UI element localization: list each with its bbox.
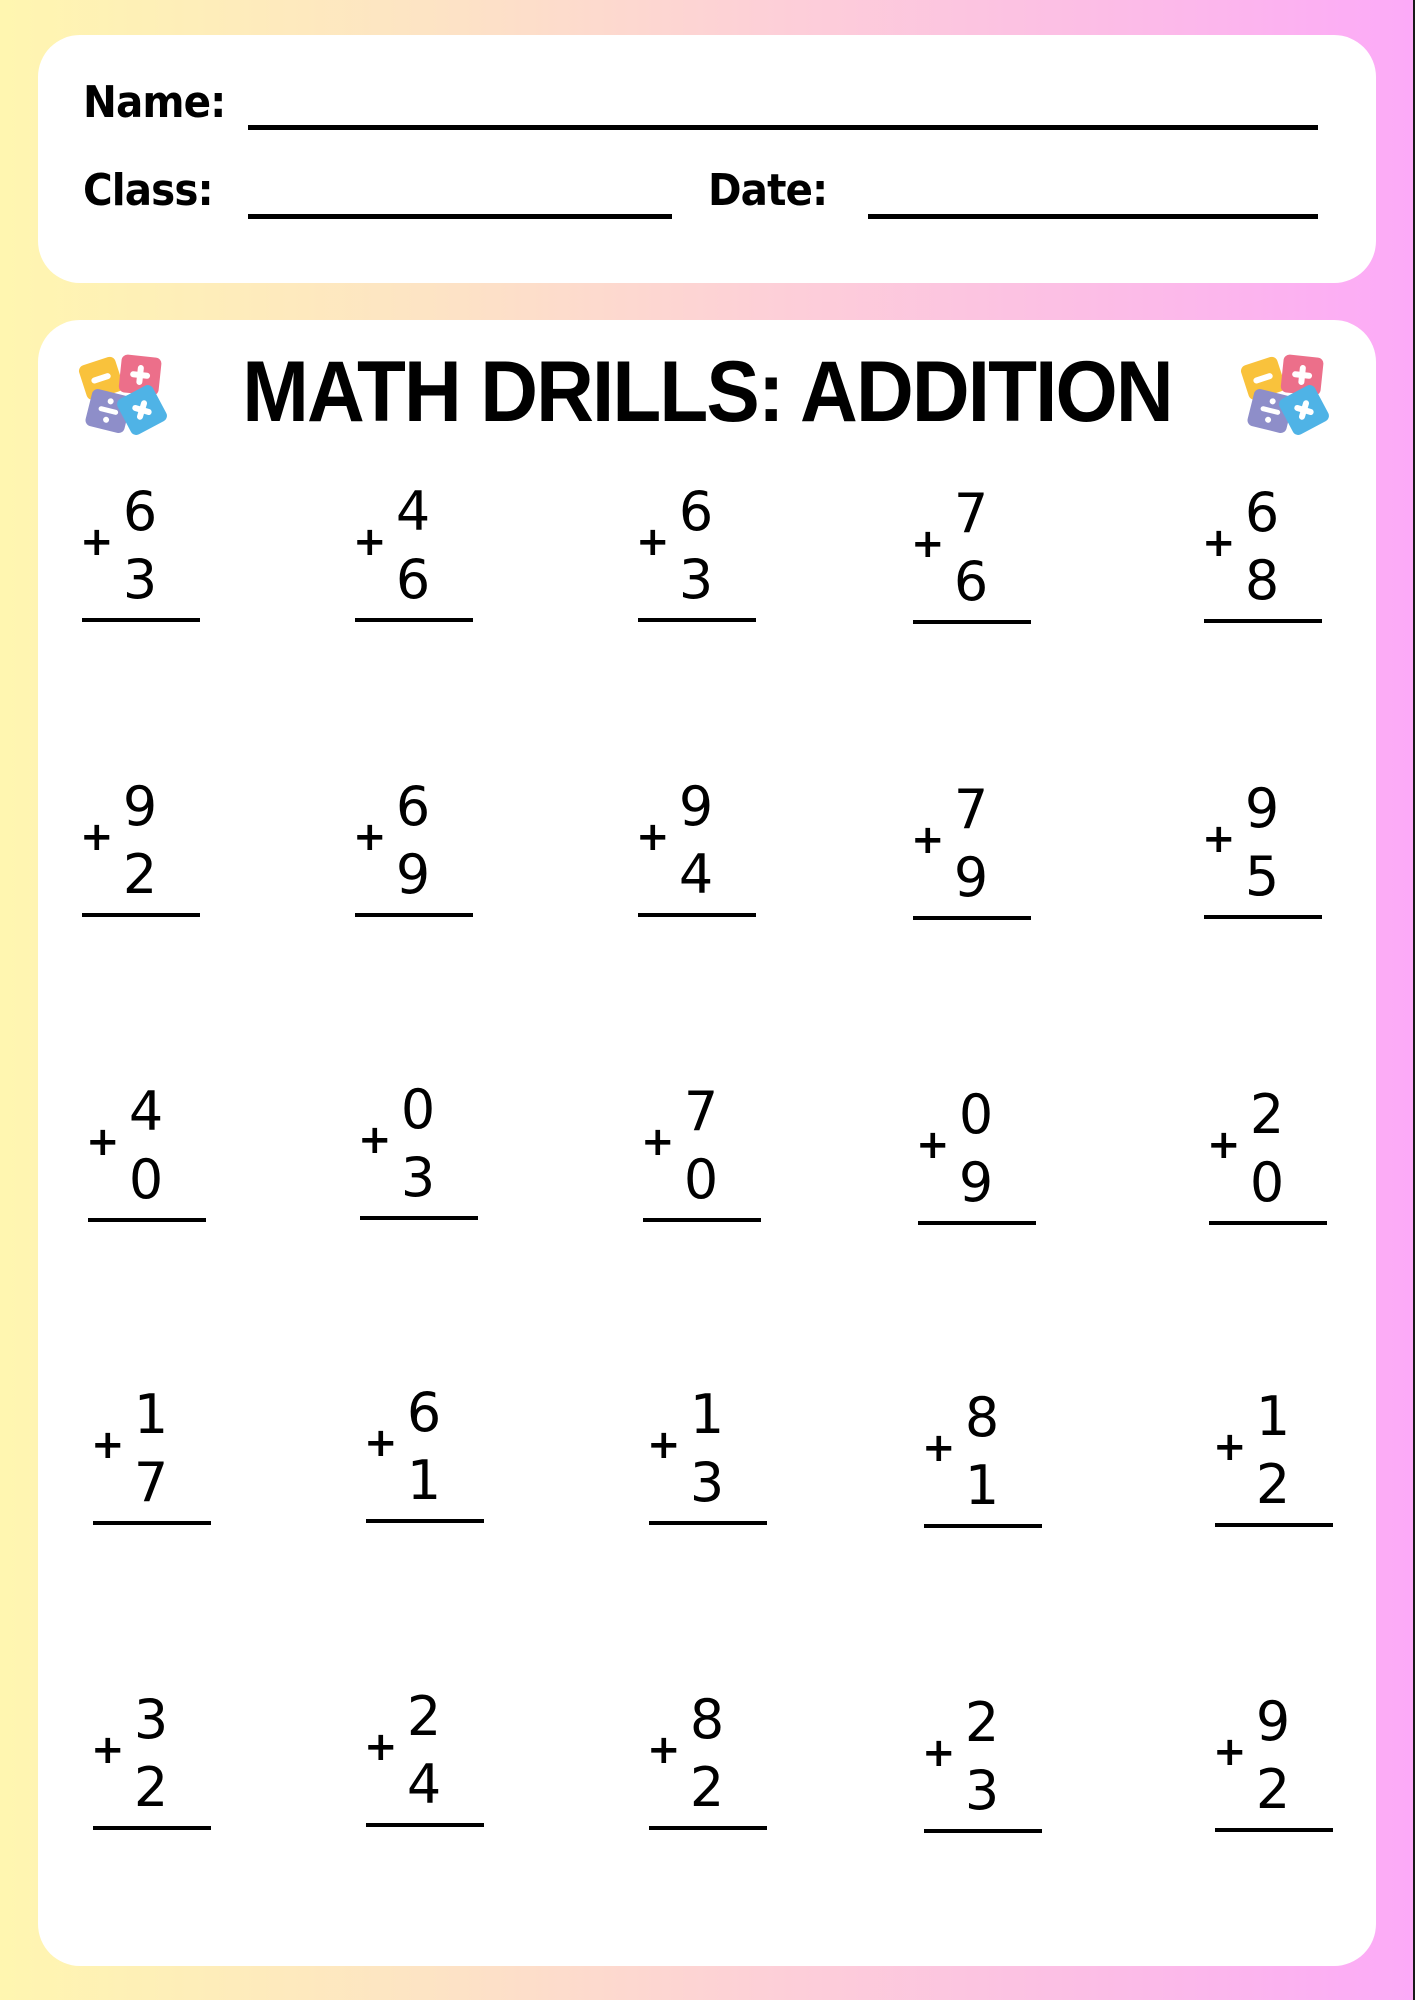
addend-bottom: 2 bbox=[122, 843, 158, 906]
plus-sign: + bbox=[1207, 1122, 1241, 1168]
problem-2-4 bbox=[911, 780, 1041, 920]
answer-line[interactable] bbox=[1215, 1523, 1333, 1527]
addend-top: 4 bbox=[128, 1080, 164, 1143]
addend-bottom: 3 bbox=[689, 1451, 725, 1514]
name-field-line[interactable] bbox=[248, 125, 1318, 130]
addend-bottom: 6 bbox=[953, 550, 989, 613]
plus-sign: + bbox=[647, 1422, 681, 1468]
addend-bottom: 7 bbox=[133, 1451, 169, 1514]
addend-top: 0 bbox=[958, 1083, 994, 1146]
problem-3-1 bbox=[86, 1082, 216, 1222]
problem-3-2 bbox=[358, 1080, 488, 1220]
plus-sign: + bbox=[1213, 1424, 1247, 1470]
answer-line[interactable] bbox=[82, 618, 200, 622]
addend-top: 6 bbox=[122, 480, 158, 543]
problem-4-1 bbox=[91, 1385, 221, 1525]
date-label: Date: bbox=[708, 165, 828, 216]
answer-line[interactable] bbox=[93, 1826, 211, 1830]
addend-bottom: 0 bbox=[1249, 1151, 1285, 1214]
addend-top: 7 bbox=[953, 482, 989, 545]
answer-line[interactable] bbox=[82, 913, 200, 917]
answer-line[interactable] bbox=[643, 1218, 761, 1222]
addend-top: 3 bbox=[133, 1688, 169, 1751]
problem-2-5 bbox=[1202, 779, 1332, 919]
drill-worksheet-card bbox=[38, 320, 1376, 1966]
answer-line[interactable] bbox=[638, 913, 756, 917]
answer-line[interactable] bbox=[649, 1521, 767, 1525]
answer-line[interactable] bbox=[913, 916, 1031, 920]
plus-sign: + bbox=[364, 1724, 398, 1770]
addend-top: 6 bbox=[678, 480, 714, 543]
addend-top: 6 bbox=[395, 775, 431, 838]
problem-1-2 bbox=[353, 482, 483, 622]
problem-5-3 bbox=[647, 1690, 777, 1830]
plus-sign: + bbox=[916, 1122, 950, 1168]
problem-4-2 bbox=[364, 1383, 494, 1523]
answer-line[interactable] bbox=[366, 1519, 484, 1523]
addend-bottom: 3 bbox=[122, 548, 158, 611]
answer-line[interactable] bbox=[355, 618, 473, 622]
plus-sign: + bbox=[364, 1420, 398, 1466]
addend-bottom: 9 bbox=[958, 1151, 994, 1214]
addend-top: 8 bbox=[964, 1386, 1000, 1449]
math-operations-icon bbox=[1236, 352, 1336, 438]
addend-bottom: 1 bbox=[964, 1454, 1000, 1517]
plus-sign: + bbox=[86, 1119, 120, 1165]
answer-line[interactable] bbox=[918, 1221, 1036, 1225]
addend-bottom: 6 bbox=[395, 548, 431, 611]
addend-top: 9 bbox=[1255, 1690, 1291, 1753]
problem-2-1 bbox=[80, 777, 210, 917]
answer-line[interactable] bbox=[924, 1524, 1042, 1528]
problem-2-3 bbox=[636, 777, 766, 917]
answer-line[interactable] bbox=[649, 1826, 767, 1830]
addend-bottom: 4 bbox=[678, 843, 714, 906]
plus-sign: + bbox=[80, 814, 114, 860]
addend-top: 9 bbox=[122, 775, 158, 838]
plus-sign: + bbox=[1202, 816, 1236, 862]
answer-line[interactable] bbox=[638, 618, 756, 622]
answer-line[interactable] bbox=[1204, 915, 1322, 919]
answer-line[interactable] bbox=[360, 1216, 478, 1220]
answer-line[interactable] bbox=[355, 913, 473, 917]
addend-top: 7 bbox=[953, 778, 989, 841]
answer-line[interactable] bbox=[93, 1521, 211, 1525]
plus-sign: + bbox=[647, 1727, 681, 1773]
student-info-card bbox=[38, 35, 1376, 283]
addend-top: 1 bbox=[1255, 1385, 1291, 1448]
plus-sign: + bbox=[353, 814, 387, 860]
addend-top: 6 bbox=[1244, 481, 1280, 544]
addend-top: 9 bbox=[678, 775, 714, 838]
problem-5-2 bbox=[364, 1687, 494, 1827]
addend-bottom: 9 bbox=[395, 843, 431, 906]
answer-line[interactable] bbox=[913, 620, 1031, 624]
problem-4-5 bbox=[1213, 1387, 1343, 1527]
addend-top: 7 bbox=[683, 1080, 719, 1143]
addend-top: 9 bbox=[1244, 777, 1280, 840]
plus-sign: + bbox=[911, 817, 945, 863]
problem-3-4 bbox=[916, 1085, 1046, 1225]
addend-bottom: 3 bbox=[678, 548, 714, 611]
addend-bottom: 9 bbox=[953, 846, 989, 909]
problem-1-4 bbox=[911, 484, 1041, 624]
plus-sign: + bbox=[353, 519, 387, 565]
addend-bottom: 2 bbox=[1255, 1758, 1291, 1821]
addend-top: 6 bbox=[406, 1381, 442, 1444]
addend-top: 0 bbox=[400, 1078, 436, 1141]
addend-top: 2 bbox=[1249, 1083, 1285, 1146]
answer-line[interactable] bbox=[88, 1218, 206, 1222]
addend-top: 2 bbox=[406, 1685, 442, 1748]
answer-line[interactable] bbox=[1204, 619, 1322, 623]
addend-bottom: 3 bbox=[400, 1146, 436, 1209]
addend-bottom: 2 bbox=[689, 1756, 725, 1819]
problem-1-3 bbox=[636, 482, 766, 622]
addend-top: 1 bbox=[133, 1383, 169, 1446]
problem-5-4 bbox=[922, 1693, 1052, 1833]
answer-line[interactable] bbox=[1215, 1828, 1333, 1832]
problem-2-2 bbox=[353, 777, 483, 917]
addend-bottom: 0 bbox=[683, 1148, 719, 1211]
problem-3-3 bbox=[641, 1082, 771, 1222]
problem-1-1 bbox=[80, 482, 210, 622]
addend-bottom: 4 bbox=[406, 1753, 442, 1816]
title-row bbox=[38, 342, 1376, 442]
answer-line[interactable] bbox=[1209, 1221, 1327, 1225]
page-title: MATH DRILLS: ADDITION bbox=[242, 344, 1172, 440]
answer-line[interactable] bbox=[366, 1823, 484, 1827]
addend-bottom: 3 bbox=[964, 1759, 1000, 1822]
addend-bottom: 8 bbox=[1244, 549, 1280, 612]
problem-4-3 bbox=[647, 1385, 777, 1525]
plus-sign: + bbox=[1213, 1729, 1247, 1775]
plus-sign: + bbox=[91, 1422, 125, 1468]
plus-sign: + bbox=[91, 1727, 125, 1773]
addend-top: 2 bbox=[964, 1691, 1000, 1754]
date-field-line[interactable] bbox=[868, 214, 1318, 219]
addend-top: 1 bbox=[689, 1383, 725, 1446]
answer-line[interactable] bbox=[924, 1829, 1042, 1833]
addend-bottom: 2 bbox=[1255, 1453, 1291, 1516]
math-operations-icon bbox=[74, 352, 174, 438]
problem-1-5 bbox=[1202, 483, 1332, 623]
addend-top: 4 bbox=[395, 480, 431, 543]
problem-5-1 bbox=[91, 1690, 221, 1830]
plus-sign: + bbox=[636, 519, 670, 565]
addend-bottom: 2 bbox=[133, 1756, 169, 1819]
plus-sign: + bbox=[922, 1425, 956, 1471]
name-label: Name: bbox=[83, 77, 226, 128]
problem-5-5 bbox=[1213, 1692, 1343, 1832]
addend-bottom: 5 bbox=[1244, 845, 1280, 908]
plus-sign: + bbox=[911, 521, 945, 567]
plus-sign: + bbox=[1202, 520, 1236, 566]
plus-sign: + bbox=[636, 814, 670, 860]
plus-sign: + bbox=[80, 519, 114, 565]
addend-top: 8 bbox=[689, 1688, 725, 1751]
addend-bottom: 1 bbox=[406, 1449, 442, 1512]
plus-sign: + bbox=[922, 1730, 956, 1776]
class-field-line[interactable] bbox=[248, 214, 672, 219]
plus-sign: + bbox=[641, 1119, 675, 1165]
class-label: Class: bbox=[83, 165, 213, 216]
problem-4-4 bbox=[922, 1388, 1052, 1528]
plus-sign: + bbox=[358, 1117, 392, 1163]
addend-bottom: 0 bbox=[128, 1148, 164, 1211]
problem-3-5 bbox=[1207, 1085, 1337, 1225]
